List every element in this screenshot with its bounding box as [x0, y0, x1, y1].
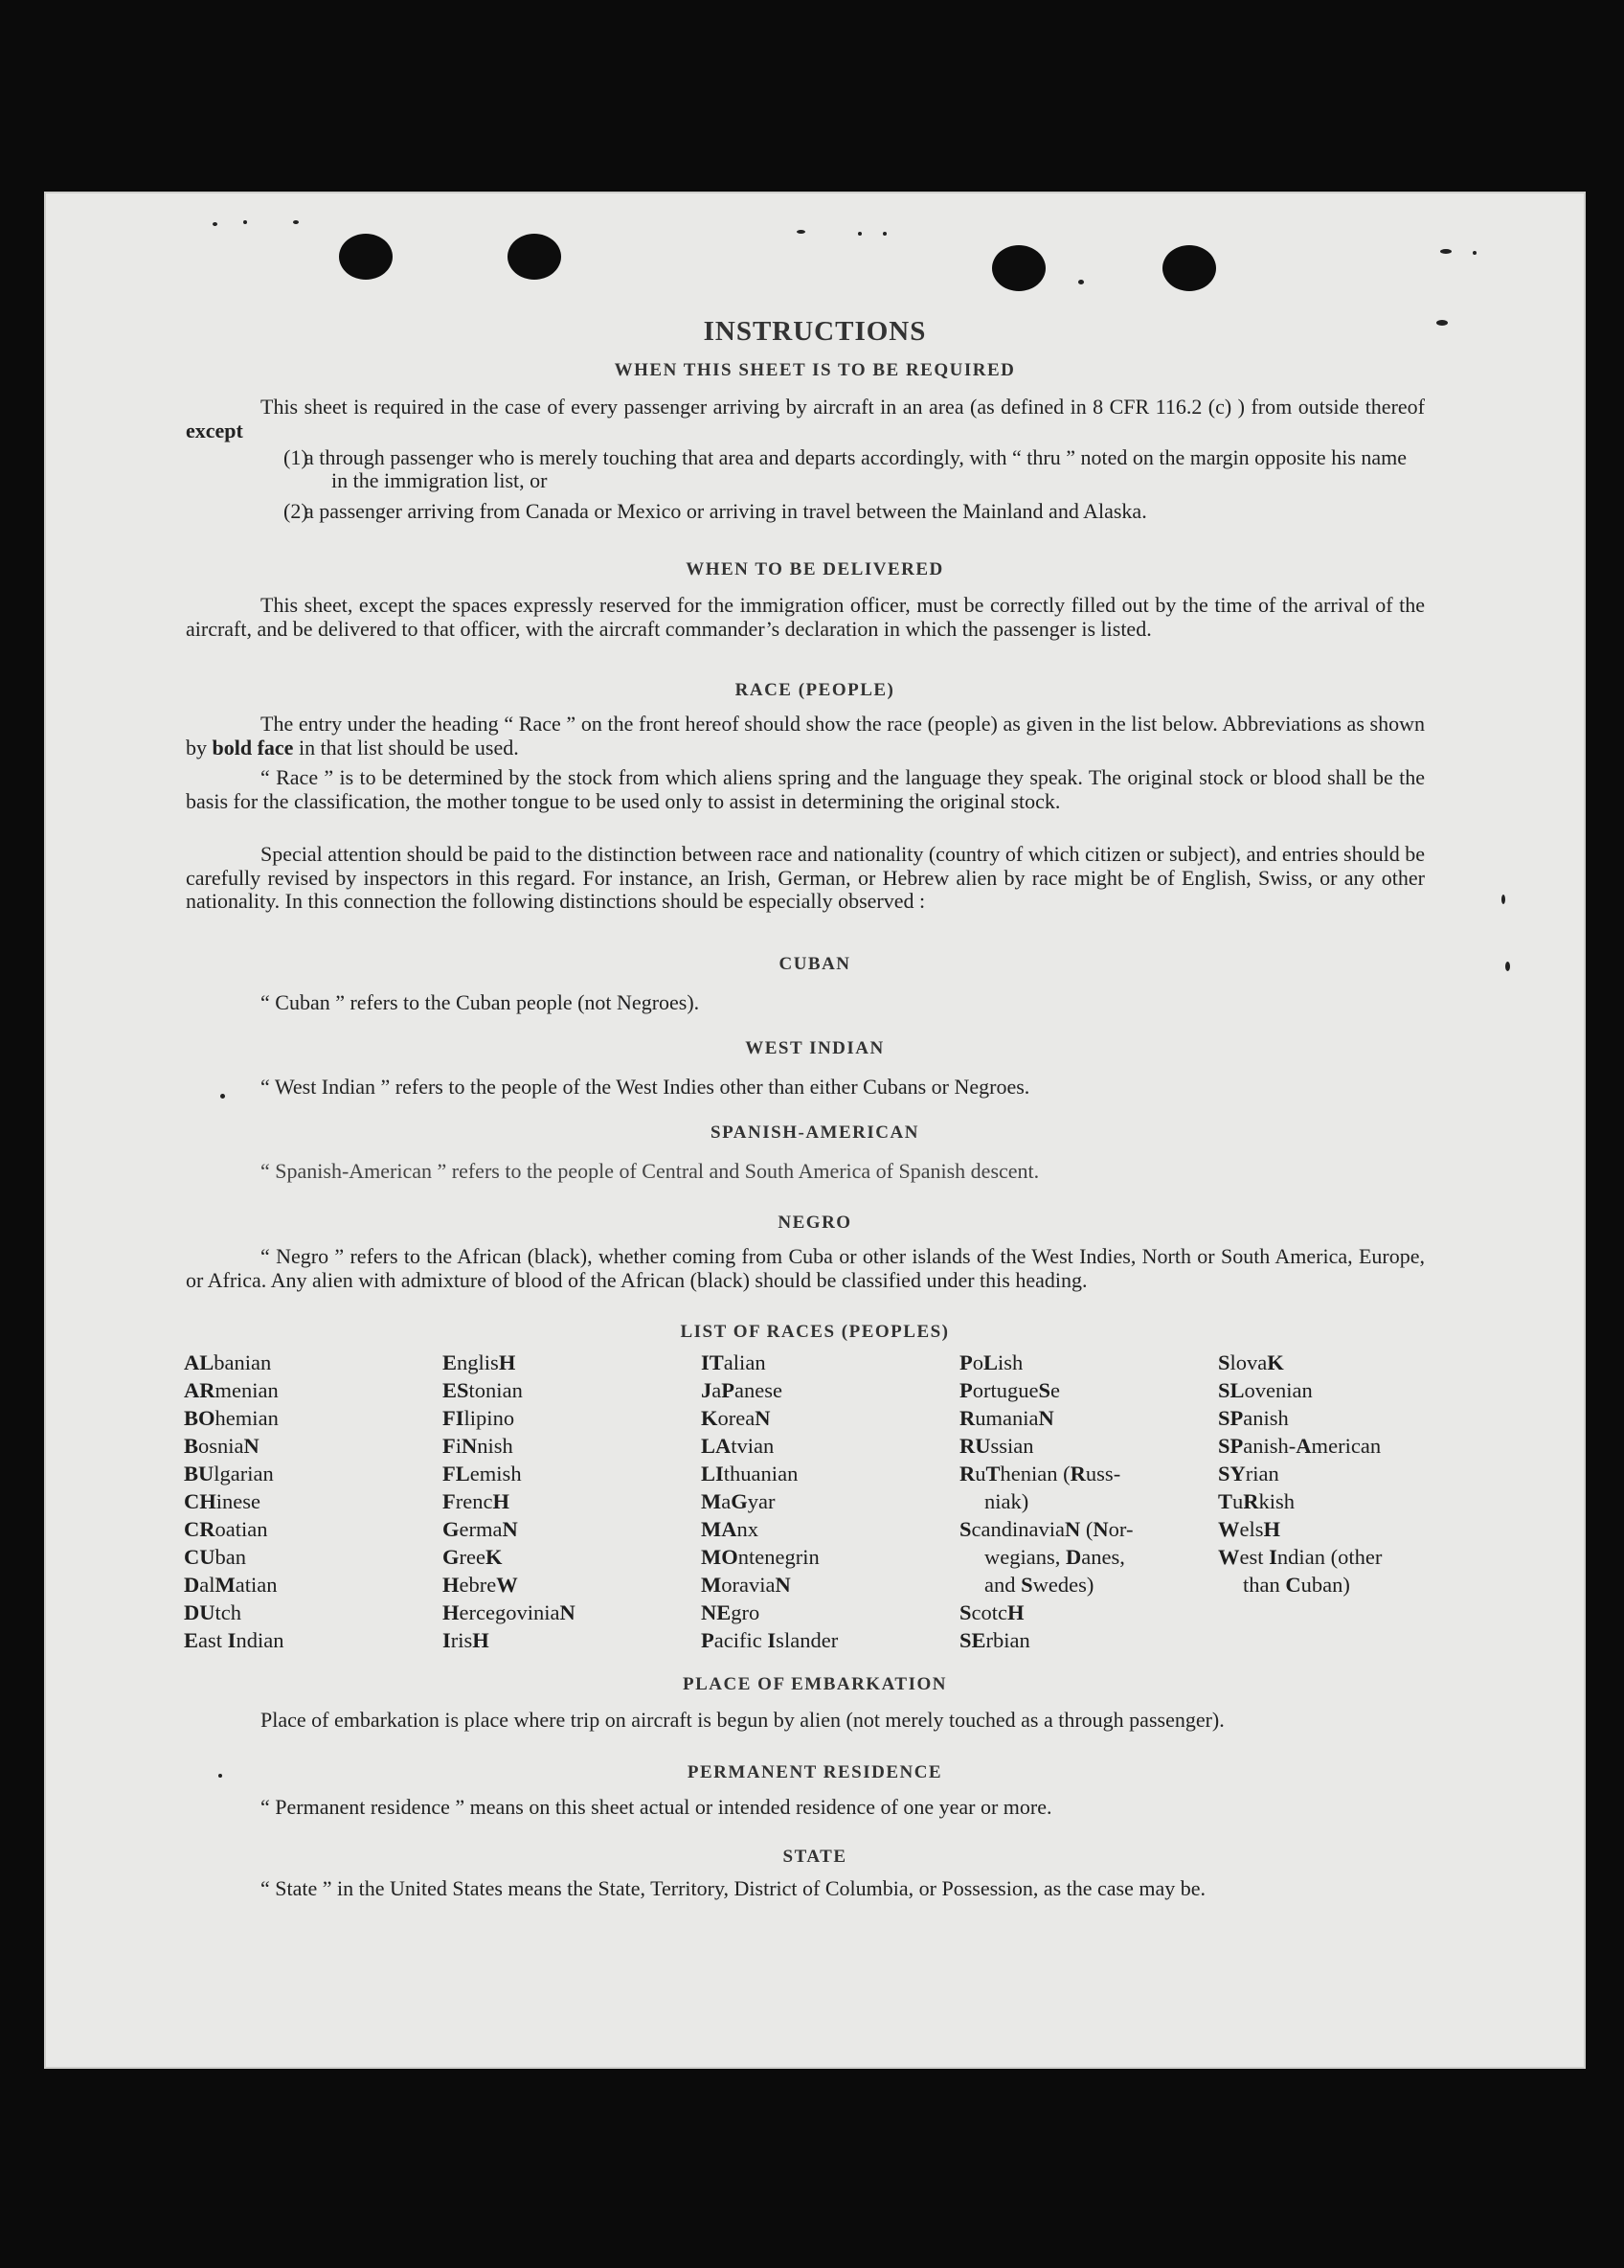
races-column-4	[959, 1349, 1189, 1654]
west-indian-text: “ West Indian ” refers to the people of the West Indies other than either Cubans or Negroes.	[260, 1075, 1030, 1099]
race-entry: ARmenian	[184, 1378, 279, 1402]
race-entry: SlovaK	[1218, 1350, 1284, 1374]
race-entry: Pacific Islander	[701, 1628, 839, 1652]
race-entry: FIlipino	[442, 1406, 515, 1430]
heading-list-of-races: LIST OF RACES (PEOPLES)	[680, 1322, 950, 1342]
races-column-5	[1218, 1349, 1438, 1599]
race-entry: SPanish	[1218, 1406, 1289, 1430]
race-entry: GermaN	[442, 1517, 518, 1541]
race-entry: SPanish-American	[1218, 1434, 1382, 1458]
race-entry: TuRkish	[1218, 1489, 1296, 1513]
cuban-text: “ Cuban ” refers to the Cuban people (not Negroes).	[260, 990, 700, 1014]
race-entry: SLovenian	[1218, 1378, 1313, 1402]
race-entry: SYrian	[1218, 1462, 1279, 1486]
exception-item-1	[283, 445, 1425, 492]
races-column-3	[701, 1349, 950, 1654]
heading-cuban: CUBAN	[778, 954, 851, 974]
race-entry: EnglisH	[442, 1350, 516, 1374]
speck	[293, 220, 299, 224]
item-text: a passenger arriving from Canada or Mexico or arriving in travel between the Mainland and Alaska.	[304, 499, 1147, 523]
race-entry: RUssian	[959, 1434, 1034, 1458]
heading-state: STATE	[782, 1847, 847, 1867]
race-entry: HebreW	[442, 1573, 518, 1597]
heading-race: RACE (PEOPLE)	[734, 680, 895, 700]
heading-embarkation: PLACE OF EMBARKATION	[683, 1674, 947, 1694]
speck	[858, 232, 862, 236]
heading-negro: NEGRO	[778, 1213, 852, 1233]
race-entry: FLemish	[442, 1462, 522, 1486]
race-entry: DalMatian	[184, 1573, 278, 1597]
race-entry: EStonian	[442, 1378, 523, 1402]
race-entry: BosniaN	[184, 1434, 259, 1458]
race-entry: SErbian	[959, 1628, 1030, 1652]
race-entry: FrencH	[442, 1489, 510, 1513]
race-entry: PortugueSe	[959, 1378, 1061, 1402]
race-entry: West Indian (other	[1218, 1545, 1383, 1569]
race-entry: BUlgarian	[184, 1462, 274, 1486]
race-paragraph-3: Special attention should be paid to the distinction between race and nationality (country of which citizen or subject), and entries should be carefully revised by inspectors in this regard. For instance, an Irish, German, or Hebrew alien by race might be of English, Swiss, or any other nationality. In this connection the following distinctions should be especially observed :	[186, 842, 1425, 913]
spanish-american-text: “ Spanish-American ” refers to the people of Central and South America of Spanish descent.	[260, 1159, 1040, 1183]
punch-hole	[339, 234, 393, 280]
heading-when-delivered: WHEN TO BE DELIVERED	[686, 559, 944, 579]
heading-spanish-american: SPANISH-AMERICAN	[710, 1123, 919, 1143]
race-entry: ALbanian	[184, 1350, 272, 1374]
speck	[883, 232, 887, 236]
document-sheet	[44, 192, 1586, 2069]
negro-text: “ Negro ” refers to the African (black), whether coming from Cuba or other islands of the West Indies, North or South America, Europe, or Africa. Any alien with admixture of blood of the African (black) should be classified under this heading.	[186, 1244, 1425, 1292]
race-entry: PoLish	[959, 1350, 1024, 1374]
race-entry: CUban	[184, 1545, 246, 1569]
page-title: INSTRUCTIONS	[703, 316, 927, 347]
race-entry: and Swedes)	[984, 1573, 1094, 1597]
punch-hole	[508, 234, 561, 280]
heading-when-required: WHEN THIS SHEET IS TO BE REQUIRED	[614, 360, 1016, 380]
race-entry: BOhemian	[184, 1406, 279, 1430]
race-entry: NEgro	[701, 1600, 760, 1624]
race-entry: MaGyar	[701, 1489, 776, 1513]
exception-item-2	[283, 499, 1425, 523]
races-column-1	[184, 1349, 433, 1654]
race-entry: MAnx	[701, 1517, 758, 1541]
race-entry: WelsH	[1218, 1517, 1281, 1541]
race-entry: MoraviaN	[701, 1573, 791, 1597]
race-paragraph-1: The entry under the heading “ Race ” on the front hereof should show the race (people) as given in the list below. Abbreviations as shown by bold face in that list should be used.	[186, 712, 1425, 760]
race-entry: LIthuanian	[701, 1462, 799, 1486]
race-entry: ScotcH	[959, 1600, 1025, 1624]
race-entry: ScandinaviaN (Nor-	[959, 1517, 1134, 1541]
except-label: except	[186, 418, 243, 442]
race-entry: MOntenegrin	[701, 1545, 820, 1569]
race-entry: LAtvian	[701, 1434, 775, 1458]
embarkation-text: Place of embarkation is place where trip on aircraft is begun by alien (not merely touched as a through passenger).	[260, 1708, 1225, 1732]
race-entry: RumaniaN	[959, 1406, 1054, 1430]
speck	[1078, 280, 1084, 284]
heading-west-indian: WEST INDIAN	[745, 1038, 885, 1058]
races-column-2	[442, 1349, 691, 1654]
race-entry: FiNnish	[442, 1434, 513, 1458]
speck	[1501, 895, 1505, 904]
race-entry: than Cuban)	[1243, 1573, 1350, 1597]
race-entry: niak)	[984, 1489, 1029, 1513]
state-text: “ State ” in the United States means the State, Territory, District of Columbia, or Possession, as the case may be.	[260, 1876, 1207, 1900]
speck	[243, 220, 247, 224]
item-number: (1)	[283, 445, 308, 469]
race-entry: KoreaN	[701, 1406, 771, 1430]
race-entry: JaPanese	[701, 1378, 783, 1402]
delivered-text: This sheet, except the spaces expressly reserved for the immigration officer, must be correctly filled out by the time of the arrival of the aircraft, and be delivered to that officer, with the aircraft commander’s declaration in which the passenger is listed.	[186, 593, 1425, 641]
speck	[1440, 249, 1452, 254]
race-entry: DUtch	[184, 1600, 242, 1624]
race-entry: CHinese	[184, 1489, 261, 1513]
punch-hole	[992, 245, 1046, 291]
race-entry: East Indian	[184, 1628, 284, 1652]
race-entry: GreeK	[442, 1545, 503, 1569]
heading-permanent-residence: PERMANENT RESIDENCE	[687, 1762, 943, 1782]
speck	[213, 222, 217, 226]
punch-hole	[1162, 245, 1216, 291]
item-text: a through passenger who is merely touching that area and departs accordingly, with “ thru ” noted on the margin opposite his name in the immigration list, or	[304, 445, 1408, 492]
permanent-residence-text: “ Permanent residence ” means on this sheet actual or intended residence of one year or more.	[260, 1795, 1052, 1819]
race-entry: ITalian	[701, 1350, 766, 1374]
race-entry: CRoatian	[184, 1517, 268, 1541]
race-entry: RuThenian (Russ-	[959, 1462, 1121, 1486]
speck	[797, 230, 805, 234]
speck	[1473, 251, 1477, 255]
race-entry: wegians, Danes,	[984, 1545, 1125, 1569]
item-number: (2)	[283, 499, 308, 523]
race-entry: IrisH	[442, 1628, 489, 1652]
required-intro: This sheet is required in the case of every passenger arriving by aircraft in an area (as defined in 8 CFR 116.2 (c) ) from outside thereof except	[186, 395, 1425, 442]
race-paragraph-2: “ Race ” is to be determined by the stock from which aliens spring and the language they speak. The original stock or blood shall be the basis for the classification, the mother tongue to be used only to assist in determining the original stock.	[186, 765, 1425, 813]
race-entry: HercegoviniaN	[442, 1600, 575, 1624]
